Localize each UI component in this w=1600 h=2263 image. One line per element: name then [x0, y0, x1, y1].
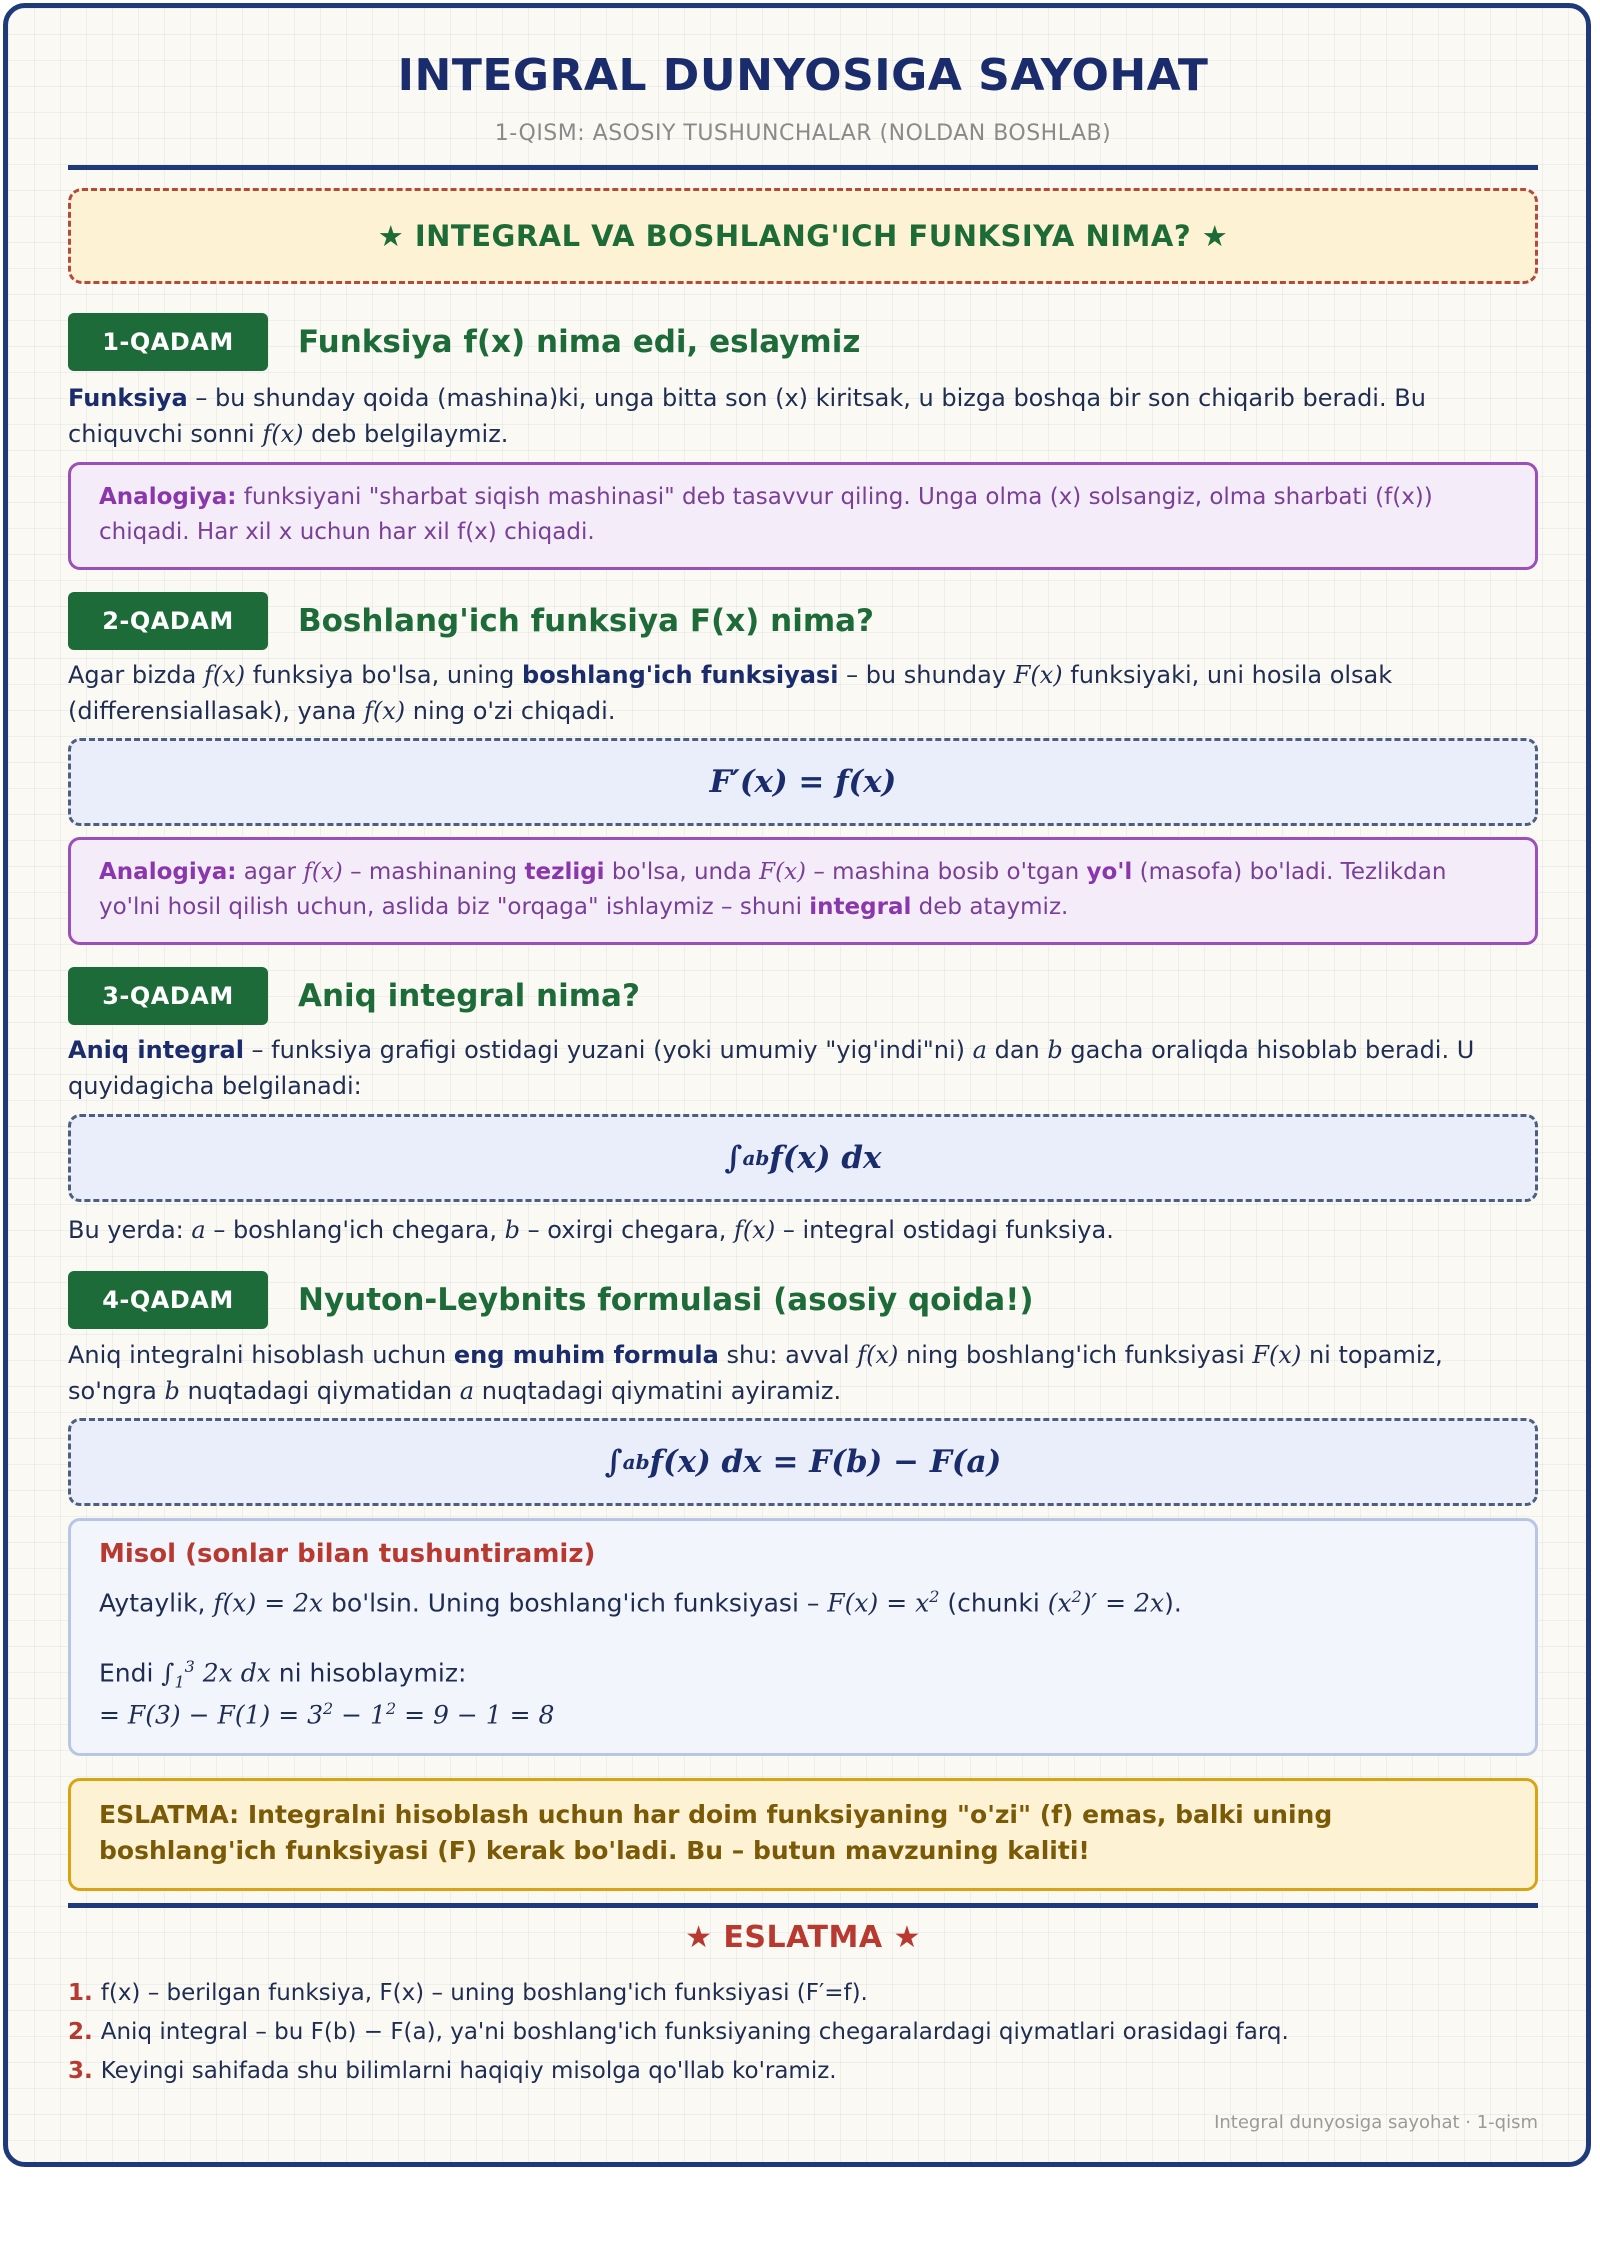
term-integral: integral [809, 894, 912, 920]
recap-divider [68, 1903, 1538, 1908]
where-text-part: – boshlang'ich chegara, [205, 1216, 505, 1244]
topic-banner: ★ INTEGRAL VA BOSHLANG'ICH FUNKSIYA NIMA? ★ [68, 188, 1538, 284]
worksheet-page [3, 3, 1591, 2167]
step-4-header [68, 1270, 1538, 1330]
upper-limit: 3 [184, 1657, 195, 1676]
b-symbol: b [164, 1377, 180, 1405]
exponent: 2 [929, 1587, 940, 1606]
step-3-text-part: – funksiya grafigi ostidagi yuzani (yoki umumiy "yig'indi"ni) [243, 1036, 973, 1064]
integral-sign: ∫ [161, 1658, 175, 1688]
step-3-text-part: dan [986, 1036, 1048, 1064]
term-eng-muhim-formula: eng muhim formula [453, 1341, 719, 1369]
analogy-text: bo'lsa, unda [604, 859, 760, 885]
title-divider [68, 165, 1538, 170]
derivative-check: (x [1047, 1588, 1072, 1618]
analogy-text: (masofa) bo'ladi. Tezlikdan yo'lni hosil qilish uchun, aslida biz "orqaga" ishlaymiz – shuni [99, 859, 1447, 920]
step-3-where-text [68, 1212, 1538, 1248]
recap-list [68, 1974, 1538, 2091]
lower-limit: a [742, 1146, 756, 1170]
recap-item-text: Keyingi sahifada shu bilimlarni haqiqiy misolga qo'llab ko'ramiz. [100, 2058, 837, 2084]
exponent: 2 [385, 1699, 397, 1718]
analogy-text: – mashinaning [342, 859, 525, 885]
example-text: ). [1164, 1588, 1182, 1618]
integrand: 2x dx [194, 1658, 271, 1688]
derivative-check: )′ = 2x [1081, 1588, 1165, 1618]
step-2-text-part: funksiyaki, uni hosila olsak (differensiallasak), yana [68, 661, 1393, 725]
analogy-text: agar [236, 859, 304, 885]
example-text: (chunki [939, 1588, 1048, 1618]
example-text: ni hisoblaymiz: [270, 1658, 467, 1688]
step-2-text-part: funksiya bo'lsa, uning [245, 661, 523, 689]
fx-symbol: f(x) [857, 1341, 899, 1369]
step-1-analogy [68, 462, 1538, 570]
step-3-heading: Aniq integral nima? [298, 978, 640, 1014]
recap-title: ★ ESLATMA ★ [685, 1920, 921, 1955]
term-yol: yo'l [1086, 859, 1133, 885]
Fx-symbol: F(x) [1013, 661, 1063, 689]
step-2-badge: 2-QADAM [68, 592, 268, 650]
a-symbol: a [972, 1036, 987, 1064]
example-line-1 [99, 1587, 1182, 1617]
step-1-heading: Funksiya f(x) nima edi, eslaymiz [298, 324, 861, 360]
derivative-formula: F′(x) = f(x) [68, 738, 1538, 826]
step-4-text-part: nuqtadagi qiymatini ayiramiz. [474, 1377, 842, 1405]
analogy-label: Analogiya: [99, 484, 237, 510]
newton-leibniz-formula [68, 1418, 1538, 1506]
recap-item-number: 2. [68, 2019, 93, 2045]
b-symbol: b [504, 1216, 521, 1244]
step-2-header [68, 591, 1538, 651]
page-subtitle: 1-QISM: ASOSIY TUSHUNCHALAR (NOLDAN BOSHLAB) [494, 121, 1112, 146]
key-note-box: ESLATMA: Integralni hisoblash uchun har doim funksiyaning "o'zi" (f) emas, balki uning boshlang'ich funksiyasi (F) kerak bo'ladi. Bu – butun mavzuning kaliti! [68, 1778, 1538, 1891]
lower-limit: 1 [174, 1672, 185, 1692]
step-4-text-part: ni topamiz, so'ngra [68, 1341, 1443, 1405]
where-text-part: – integral ostidagi funksiya. [775, 1216, 1114, 1244]
step-2-text-part: Agar bizda [68, 661, 204, 689]
step-4-text-part: shu: avval [718, 1341, 858, 1369]
integrand: f(x) dx [769, 1140, 882, 1176]
example-box [68, 1518, 1538, 1756]
example-line-2 [99, 1657, 466, 1691]
fx-definition: f(x) = 2x [213, 1588, 324, 1618]
term-tezlik: tezligi [524, 859, 605, 885]
a-symbol: a [459, 1377, 475, 1405]
fx-symbol: f(x) [364, 697, 406, 725]
step-3-text-part: gacha oraliqda hisoblab beradi. U quyidagicha belgilanadi: [68, 1036, 1475, 1100]
step-1-header [68, 312, 1538, 372]
step-3-header [68, 966, 1538, 1026]
calculation: = 9 − 1 = 8 [396, 1700, 555, 1730]
step-2-analogy [68, 837, 1538, 945]
step-4-text-part: Aniq integralni hisoblash uchun [68, 1341, 454, 1369]
analogy-label: Analogiya: [99, 859, 237, 885]
recap-item [68, 2013, 1538, 2052]
Fx-definition: F(x) = x [827, 1588, 930, 1618]
Fx-symbol: F(x) [1252, 1341, 1302, 1369]
calculation: − 1 [333, 1700, 386, 1730]
where-text-part: Bu yerda: [68, 1216, 192, 1244]
recap-item-text: f(x) – berilgan funksiya, F(x) – uning boshlang'ich funksiyasi (F′=f). [100, 1980, 868, 2006]
page-footer: Integral dunyosiga sayohat · 1-qism [1214, 2112, 1538, 2133]
step-1-text [68, 380, 1538, 452]
analogy-text: – mashina bosib o'tgan [806, 859, 1087, 885]
integrand-and-result: f(x) dx = F(b) − F(a) [649, 1444, 1002, 1480]
Fx-symbol: F(x) [759, 859, 807, 885]
integral-sign: ∫ [604, 1444, 623, 1480]
example-text: Endi [99, 1658, 162, 1688]
term-funksiya: Funksiya [68, 384, 188, 412]
example-text: Aytaylik, [99, 1588, 214, 1618]
analogy-text: funksiyani "sharbat siqish mashinasi" deb tasavvur qiling. Unga olma (x) solsangiz, olma sharbati (f(x)) chiqadi. Har xil x uchun har xil f(x) chiqadi. [99, 484, 1433, 545]
step-3-badge: 3-QADAM [68, 967, 268, 1025]
recap-item-text: Aniq integral – bu F(b) − F(a), ya'ni boshlang'ich funksiyaning chegaralardagi qiymatlari orasidagi farq. [100, 2019, 1289, 2045]
exponent: 2 [323, 1699, 334, 1718]
recap-item [68, 2052, 1538, 2091]
fx-symbol: f(x) [303, 859, 343, 885]
fx-symbol: f(x) [203, 661, 246, 689]
example-title: Misol (sonlar bilan tushuntiramiz) [99, 1539, 596, 1569]
recap-item-number: 3. [68, 2058, 93, 2084]
step-4-text-part: nuqtadagi qiymatidan [179, 1377, 460, 1405]
analogy-text: deb ataymiz. [911, 894, 1069, 920]
lower-limit: a [622, 1450, 636, 1474]
recap-item-number: 1. [68, 1980, 93, 2006]
step-4-text-part: ning boshlang'ich funksiyasi [898, 1341, 1253, 1369]
step-4-text [68, 1337, 1538, 1409]
step-2-text-part: – bu shunday [838, 661, 1014, 689]
step-2-text-part: ning o'zi chiqadi. [405, 697, 616, 725]
b-symbol: b [1047, 1036, 1063, 1064]
fx-symbol: f(x) [734, 1216, 776, 1244]
step-1-badge: 1-QADAM [68, 313, 268, 371]
exponent: 2 [1071, 1587, 1082, 1606]
example-text: bo'lsin. Uning boshlang'ich funksiyasi – [323, 1588, 828, 1618]
definite-integral-formula [68, 1114, 1538, 1202]
step-1-text-a: – bu shunday qoida (mashina)ki, unga bitta son (x) kiritsak, u bizga boshqa bir son chiqarib beradi. Bu chiquvchi sonni [68, 384, 1426, 448]
term-boshlangich-funksiya: boshlang'ich funksiyasi [522, 661, 839, 689]
term-aniq-integral: Aniq integral [68, 1036, 244, 1064]
recap-item [68, 1974, 1538, 2013]
where-text-part: – oxirgi chegara, [520, 1216, 735, 1244]
step-4-heading: Nyuton-Leybnits formulasi (asosiy qoida!) [298, 1282, 1034, 1318]
upper-limit: b [755, 1146, 770, 1170]
a-symbol: a [191, 1216, 206, 1244]
step-2-text [68, 657, 1538, 729]
fx-symbol: f(x) [262, 420, 304, 448]
calculation: = F(3) − F(1) = 3 [99, 1700, 323, 1730]
step-4-badge: 4-QADAM [68, 1271, 268, 1329]
page-title: INTEGRAL DUNYOSIGA SAYOHAT [397, 50, 1209, 101]
step-1-text-b: deb belgilaymiz. [303, 420, 509, 448]
example-line-3 [99, 1699, 554, 1729]
step-3-text [68, 1032, 1538, 1104]
integral-sign: ∫ [724, 1140, 743, 1176]
upper-limit: b [635, 1450, 650, 1474]
step-2-heading: Boshlang'ich funksiya F(x) nima? [298, 603, 875, 639]
